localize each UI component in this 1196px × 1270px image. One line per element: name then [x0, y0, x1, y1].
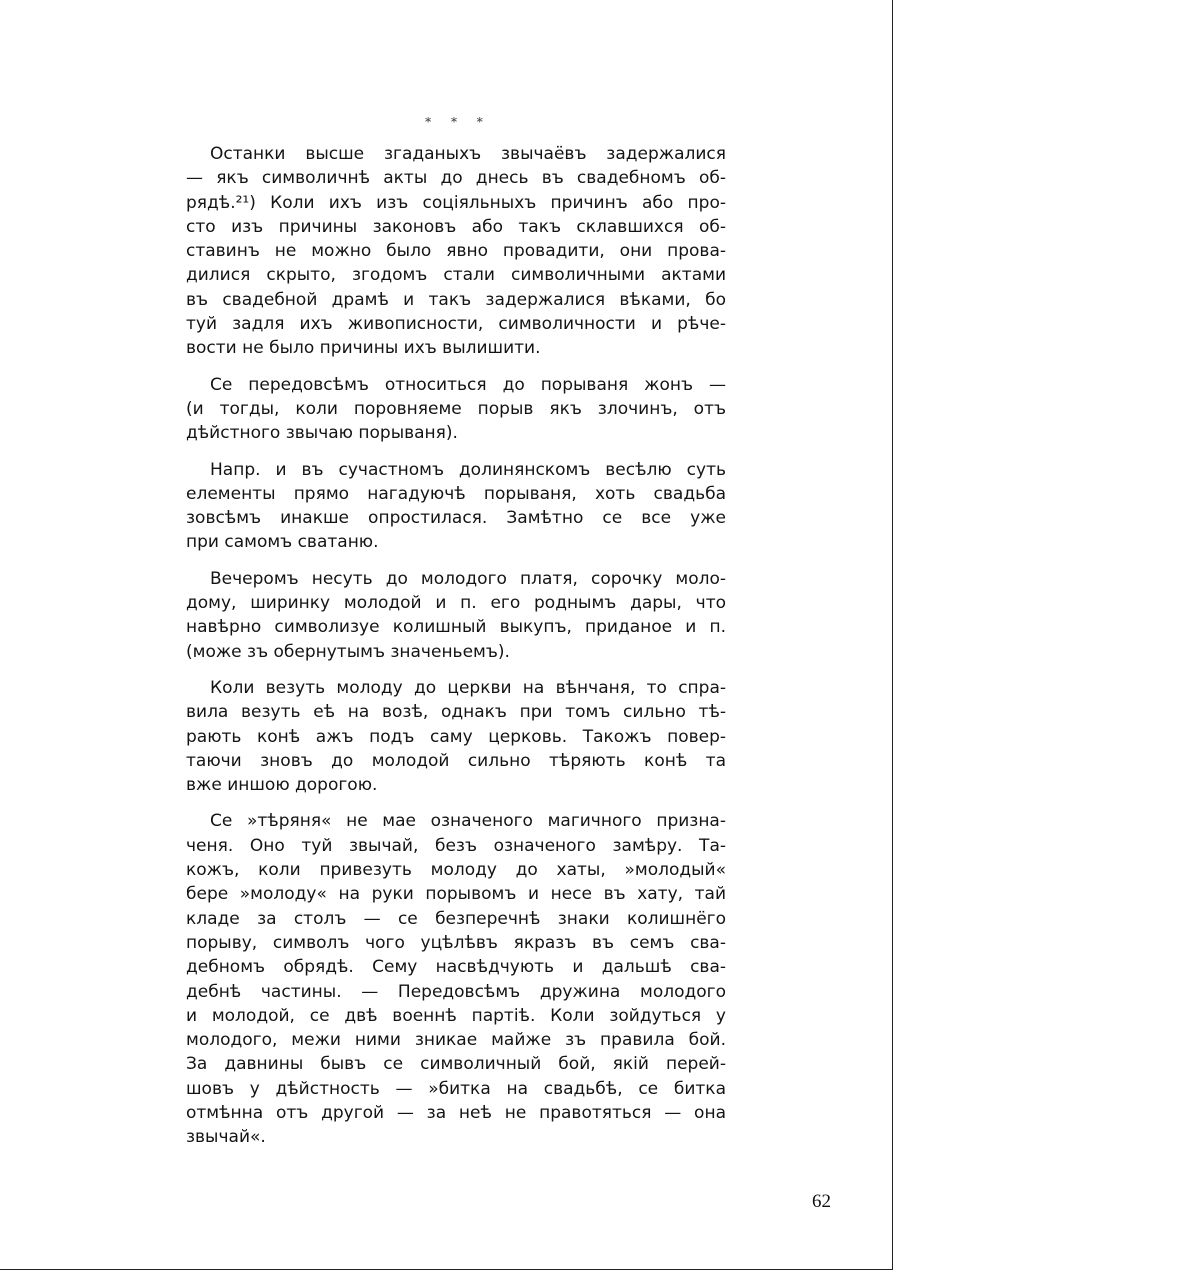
text-line: Се »тѣряня« не мае означеного магичного призна-: [210, 811, 726, 832]
text-line: Коли везуть молоду до церкви на вѣнчаня, то спра-: [210, 677, 726, 698]
text-line: (може зъ обернутымъ значеньемъ).: [186, 641, 510, 662]
text-line: дебномъ обрядѣ. Сему насвѣдчують и дальшѣ сва-: [186, 957, 726, 978]
text-line: вила везуть еѣ на возѣ, однакъ при томъ сильно тѣ-: [186, 702, 726, 723]
text-line: сто изъ причины законовъ або такъ склавшихся об-: [186, 216, 726, 237]
text-line: при самомъ сватаню.: [186, 532, 379, 553]
text-line: туй задля ихъ живописности, символичности и рѣче-: [186, 314, 726, 335]
text-line: дебнѣ частины. — Передовсѣмъ дружина молодого: [186, 981, 726, 1002]
paragraph: [186, 676, 726, 797]
paragraph: [186, 809, 726, 1149]
text-line: кожъ, коли привезуть молоду до хаты, »молодый«: [186, 860, 726, 881]
text-line: Напр. и въ сучастномъ долинянскомъ весѣлю суть: [210, 459, 726, 480]
text-line: — якъ символичнѣ акты до днесь въ свадебномъ об-: [186, 168, 726, 189]
scanned-text-block: [178, 112, 730, 1152]
text-line: елементы прямо нагадуючѣ порываня, хоть свадьба: [186, 483, 726, 504]
text-line: Вечеромъ несуть до молодого платя, сорочку моло-: [210, 568, 726, 589]
paragraph: [186, 373, 726, 446]
text-line: вже иншою дорогою.: [186, 775, 378, 796]
text-line: Се передовсѣмъ относиться до порываня жонъ —: [210, 374, 726, 395]
text-line: (и тогды, коли поровняеме порыв якъ злочинъ, отъ: [186, 398, 726, 419]
text-line: ставинъ не можно было явно провадити, они прова-: [186, 241, 726, 262]
text-line: бере »молоду« на руки порывомъ и несе въ хату, тай: [186, 884, 726, 905]
text-line: навѣрно символизуе колишный выкупъ, приданое и п.: [186, 617, 726, 638]
paragraph: [186, 567, 726, 664]
text-line: дому, ширинку молодой и п. его роднымъ дары, что: [186, 593, 726, 614]
text-line: зовсѣмъ инакше опростилася. Замѣтно се все уже: [186, 508, 726, 529]
text-line: рядѣ.²¹) Коли ихъ изъ соціяльныхъ причинъ або про-: [186, 192, 726, 213]
text-line: и молодой, се двѣ военнѣ партіѣ. Коли зойдуться у: [186, 1005, 726, 1026]
text-line: порыву, символъ чого уцѣлѣвъ якразъ въ семъ сва-: [186, 932, 726, 953]
text-line: таючи зновъ до молодой сильно тѣряють конѣ та: [186, 750, 726, 771]
text-line: рають конѣ ажъ подъ саму церковь. Такожъ повер-: [186, 726, 726, 747]
text-line: ченя. Оно туй звычай, безъ означеного замѣру. Та-: [186, 835, 726, 856]
paragraph: [186, 458, 726, 555]
text-line: въ свадебной драмѣ и такъ задержалися вѣками, бо: [186, 289, 726, 310]
text-line: молодого, межи ними зникае майже зъ правила бой.: [186, 1030, 726, 1051]
body-text: [186, 142, 726, 1162]
text-line: звычай«.: [186, 1127, 266, 1148]
text-line: дѣйстного звычаю порываня).: [186, 423, 458, 444]
text-line: За давнины бывъ се символичный бой, якій перей-: [186, 1054, 726, 1075]
section-ornament: * * *: [425, 115, 491, 129]
text-line: шовъ у дѣйстность — »битка на свадьбѣ, се битка: [186, 1078, 726, 1099]
paragraph: [186, 142, 726, 361]
text-line: кладе за столъ — се безперечнѣ знаки колишнёго: [186, 908, 726, 929]
text-line: дилися скрыто, згодомъ стали символичными актами: [186, 265, 726, 286]
text-line: вости не было причины ихъ вылишити.: [186, 338, 541, 359]
text-line: отмѣнна отъ другой — за неѣ не правотяться — она: [186, 1102, 726, 1123]
text-line: Останки высше згаданыхъ звычаёвъ задержалися: [210, 144, 726, 164]
page-number: 62: [812, 1191, 831, 1212]
